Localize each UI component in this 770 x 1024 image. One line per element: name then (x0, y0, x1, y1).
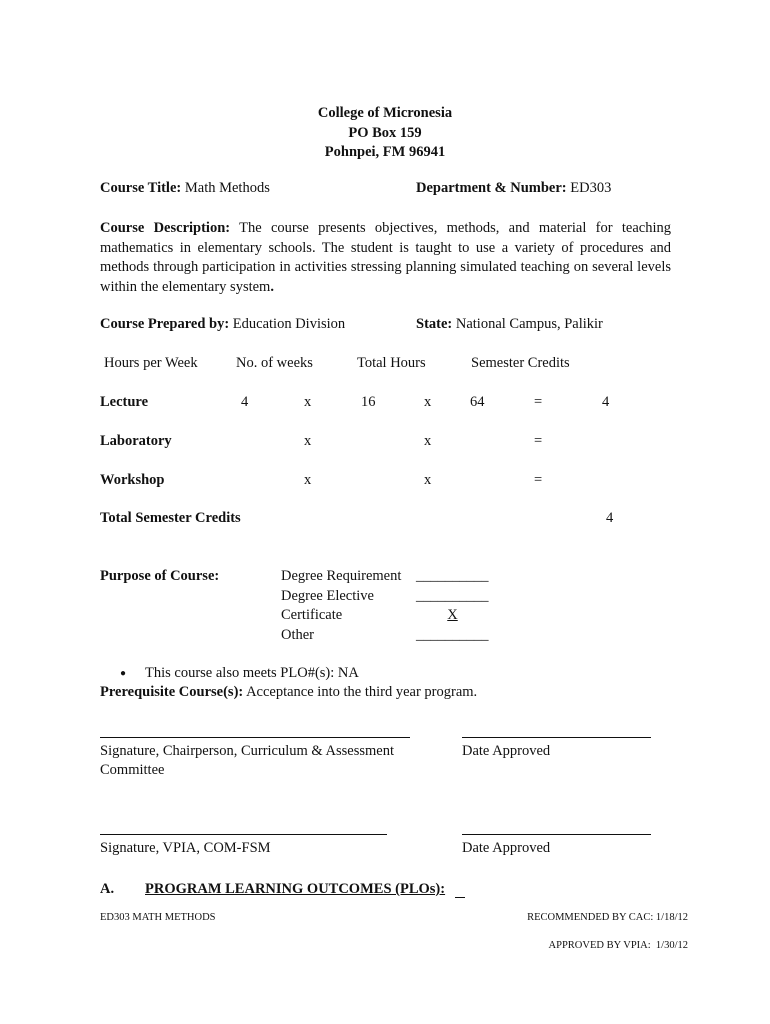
date-line-vpia (462, 834, 651, 835)
department-number (416, 180, 611, 197)
date-approved-label-1: Date Approved (462, 743, 551, 759)
row-lecture-times2: x (424, 394, 432, 410)
section-a-underline-tail (455, 897, 465, 898)
state (416, 316, 603, 333)
footer-approved: APPROVED BY VPIA: 1/30/12 (548, 940, 688, 951)
row-lecture-weeks: 16 (361, 394, 376, 410)
footer-recommended: RECOMMENDED BY CAC: 1/18/12 (527, 912, 688, 923)
purpose-mark-degree-requirement: __________ (416, 568, 489, 584)
row-workshop-equals: = (534, 472, 543, 488)
signature-line-chairperson (100, 737, 410, 738)
bullet-icon: ● (120, 668, 127, 679)
total-semester-credits-value: 4 (606, 510, 614, 526)
course-title (100, 180, 270, 197)
state-value: National Campus, Palikir (455, 316, 603, 332)
prerequisite-value: Acceptance into the third year program. (246, 684, 478, 700)
date-line-chairperson (462, 737, 651, 738)
row-lecture-credits: 4 (602, 394, 610, 410)
purpose-mark-certificate: X (447, 607, 458, 623)
purpose-mark-degree-elective: __________ (416, 588, 489, 604)
row-laboratory-label: Laboratory (100, 433, 172, 449)
purpose-option-other: Other (281, 627, 315, 643)
signature-vpia-label: Signature, VPIA, COM-FSM (100, 840, 271, 856)
purpose-mark-other: __________ (416, 627, 489, 643)
description-end: . (270, 278, 274, 295)
purpose-option-degree-requirement: Degree Requirement (281, 568, 402, 584)
row-workshop-label: Workshop (100, 472, 165, 488)
signature-chairperson-label-cont: Committee (100, 762, 165, 778)
purpose-label: Purpose of Course: (100, 568, 220, 584)
footer-course: ED303 MATH METHODS (100, 912, 216, 923)
course-title-value: Math Methods (184, 180, 270, 196)
date-approved-label-2: Date Approved (462, 840, 551, 856)
total-semester-credits-label: Total Semester Credits (100, 510, 241, 526)
description-text: The course presents objectives, methods, and material for teaching mathematics in elementary schools. The student is taught to use a variety of procedures and methods through participation in activities stressing planning simulated teaching on several levels within the elementary system (100, 220, 671, 295)
row-lecture-hours: 4 (241, 394, 249, 410)
signature-line-vpia (100, 834, 387, 835)
purpose-option-degree-elective: Degree Elective (281, 588, 374, 604)
header-hours-per-week: Hours per Week (104, 355, 198, 371)
row-laboratory-times1: x (304, 433, 312, 449)
header-no-of-weeks: No. of weeks (236, 355, 313, 371)
department-value: ED303 (570, 180, 612, 196)
row-lecture-equals: = (534, 394, 543, 410)
prepared-by (100, 316, 345, 333)
department-label: Department & Number: (416, 180, 567, 196)
college-header (0, 104, 770, 163)
section-a-title: PROGRAM LEARNING OUTCOMES (PLOs): (145, 881, 446, 897)
header-total-hours: Total Hours (357, 355, 426, 371)
signature-chairperson-label: Signature, Chairperson, Curriculum & Assessment (100, 743, 394, 759)
college-po-box: PO Box 159 (348, 124, 422, 141)
college-address: Pohnpei, FM 96941 (324, 144, 446, 160)
prerequisite-label: Prerequisite Course(s): (100, 684, 244, 700)
row-lecture-label: Lecture (100, 394, 149, 410)
state-label: State: (416, 316, 453, 332)
section-a-letter: A. (100, 881, 115, 897)
purpose-option-certificate: Certificate (281, 607, 343, 623)
course-description (100, 219, 671, 297)
row-lecture-times1: x (304, 394, 312, 410)
course-title-label: Course Title: (100, 180, 182, 196)
description-label: Course Description: (100, 220, 231, 236)
row-laboratory-times2: x (424, 433, 432, 449)
row-workshop-times2: x (424, 472, 432, 488)
plo-note: This course also meets PLO#(s): NA (145, 665, 359, 681)
header-semester-credits: Semester Credits (471, 355, 570, 371)
prerequisite (100, 684, 477, 701)
row-workshop-times1: x (304, 472, 312, 488)
prepared-by-value: Education Division (232, 316, 346, 332)
row-laboratory-equals: = (534, 433, 543, 449)
college-name: College of Micronesia (317, 105, 453, 121)
row-lecture-total: 64 (470, 394, 485, 410)
prepared-by-label: Course Prepared by: (100, 316, 230, 332)
